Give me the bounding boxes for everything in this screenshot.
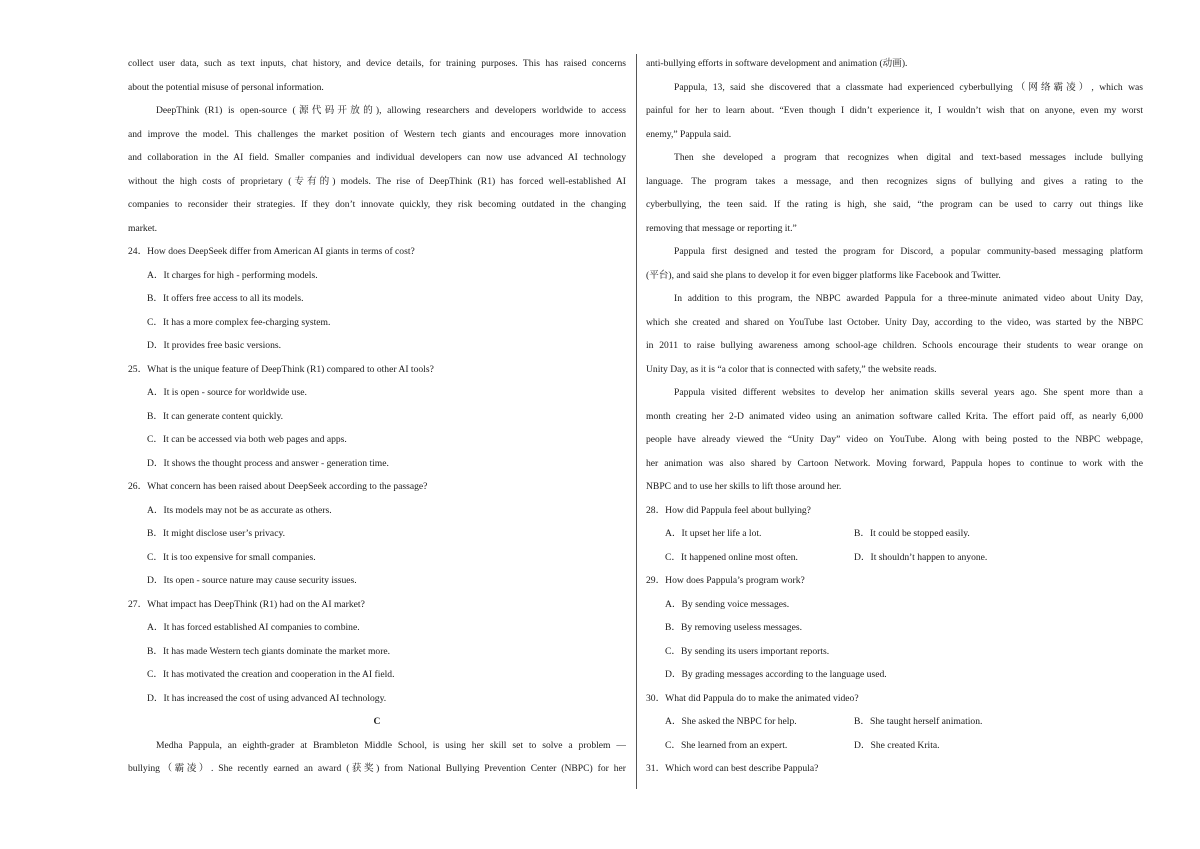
question-29-option-c: C．By sending its users important reports.	[665, 645, 830, 657]
paragraph-line: In addition to this program, the NBPC awarded Pappula for a three-minute animated video about Unity Day,	[674, 293, 1143, 304]
question-28-stem: 28．How did Pappula feel about bullying?	[646, 504, 811, 516]
right-column	[646, 52, 1143, 781]
question-24-option-d: D．It provides free basic versions.	[147, 340, 282, 351]
paragraph-line: month creating her 2-D animated video using an animation software called Krita. The effort paid off, as nearly 6,000	[646, 410, 1143, 422]
question-30-options-row-1	[646, 710, 1143, 734]
question-25-option-c: C．It can be accessed via both web pages and apps.	[147, 434, 347, 445]
question-27-option-a: A．It has forced established AI companies to combine.	[147, 622, 360, 633]
paragraph-line: without the high costs of proprietary (专有的) models. The rise of DeepThink (R1) has forced well-established AI	[128, 175, 626, 187]
left-column	[128, 52, 626, 781]
paragraph-line: removing that message or reporting it.”	[646, 222, 797, 234]
question-30-option-b: B．She taught herself animation.	[854, 716, 983, 727]
question-28-option-c: C．It happened online most often.	[665, 551, 798, 563]
paragraph-line: and collaboration in the AI field. Smaller companies and individual developers can now use advanced AI technology	[128, 152, 626, 163]
column-divider	[636, 54, 637, 789]
question-27-option-b: B．It has made Western tech giants dominate the market more.	[147, 645, 391, 657]
paragraph-line: Pappula visited different websites to develop her animation skills several years ago. She spent more than a	[674, 387, 1143, 398]
paragraph-line: Medha Pappula, an eighth-grader at Brambleton Middle School, is using her skill set to solve a problem —	[156, 739, 626, 751]
question-30-option-d: D．She created Krita.	[854, 739, 940, 751]
question-29-option-b: B．By removing useless messages.	[665, 622, 802, 633]
question-30-option-c: C．She learned from an expert.	[665, 739, 788, 751]
question-30-stem: 30．What did Pappula do to make the animated video?	[646, 692, 859, 704]
section-title: C	[373, 716, 381, 727]
question-27-option-c: C．It has motivated the creation and cooperation in the AI field.	[147, 669, 395, 680]
question-30-options-row-2	[646, 734, 1143, 758]
paragraph-line: NBPC and to use her skills to lift those around her.	[646, 481, 842, 492]
paragraph-line: Then she developed a program that recognizes when digital and text-based messages include bullying	[674, 152, 1143, 163]
question-28-option-a: A．It upset her life a lot.	[665, 528, 762, 539]
question-26-option-b: B．It might disclose user’s privacy.	[147, 528, 286, 539]
paragraph-line: painful for her to learn about. “Even though I didn’t experience it, I wouldn’t wish that on anyone, even my worst	[646, 105, 1143, 116]
question-30-option-a: A．She asked the NBPC for help.	[665, 716, 797, 727]
paragraph-line: anti-bullying efforts in software development and animation (动画).	[646, 58, 908, 69]
paragraph-line: and improve the model. This challenges the market position of Western tech giants and encourages more innovation	[128, 128, 626, 140]
question-24-option-a: A．It charges for high - performing models.	[147, 269, 318, 281]
question-24-stem: 24．How does DeepSeek differ from American AI giants in terms of cost?	[128, 246, 415, 257]
paragraph-line: her animation was also shared by Cartoon Network. Moving forward, Pappula hopes to continue to work with the	[646, 457, 1143, 469]
question-27-stem: 27．What impact has DeepThink (R1) had on the AI market?	[128, 598, 365, 610]
paragraph-line: language. The program takes a message, and then recognizes signs of bullying and gives a rating to the	[646, 175, 1143, 187]
question-29-option-d: D．By grading messages according to the language used.	[665, 669, 887, 680]
question-26-option-a: A．Its models may not be as accurate as others.	[147, 504, 332, 516]
question-24-option-c: C．It has a more complex fee-charging system.	[147, 316, 331, 328]
question-24-option-b: B．It offers free access to all its models.	[147, 293, 304, 304]
question-26-option-d: D．Its open - source nature may cause security issues.	[147, 575, 357, 586]
question-28-option-d: D．It shouldn’t happen to anyone.	[854, 551, 988, 563]
paragraph-line: about the potential misuse of personal information.	[128, 81, 324, 93]
question-29-stem: 29．How does Pappula’s program work?	[646, 575, 805, 586]
paragraph-line: (平台), and said she plans to develop it for even bigger platforms like Facebook and Twitter.	[646, 269, 1001, 281]
question-26-stem: 26．What concern has been raised about DeepSeek according to the passage?	[128, 481, 428, 492]
question-28-options-row-1	[646, 522, 1143, 546]
question-27-option-d: D．It has increased the cost of using advanced AI technology.	[147, 692, 387, 704]
paragraph-line: which she created and shared on YouTube last October. Unity Day, according to the video, was started by the NBPC	[646, 316, 1143, 328]
question-28-options-row-2	[646, 546, 1143, 570]
paragraph-line: collect user data, such as text inputs, chat history, and device details, for training purposes. This has raised concerns	[128, 58, 626, 69]
question-25-stem: 25．What is the unique feature of DeepThink (R1) compared to other AI tools?	[128, 363, 434, 375]
paragraph-line: Pappula, 13, said she discovered that a classmate had experienced cyberbullying（网络霸凌）, which was	[674, 81, 1143, 93]
paragraph-line: Pappula first designed and tested the program for Discord, a popular community-based messaging platform	[674, 246, 1143, 257]
question-29-option-a: A．By sending voice messages.	[665, 598, 790, 610]
paragraph-line: market.	[128, 222, 158, 234]
question-25-option-a: A．It is open - source for worldwide use.	[147, 387, 307, 398]
paragraph-line: companies to reconsider their strategies. If they don’t innovate quickly, they risk becoming outdated in the changing	[128, 199, 626, 210]
question-31-stem: 31．Which word can best describe Pappula?	[646, 763, 819, 774]
paragraph-line: Unity Day, as it is “a color that is connected with safety,” the website reads.	[646, 363, 937, 375]
paragraph-line: people have already viewed the “Unity Day” video on YouTube. Along with being posted to the NBPC webpage,	[646, 434, 1143, 445]
question-25-option-b: B．It can generate content quickly.	[147, 410, 284, 422]
question-25-option-d: D．It shows the thought process and answer - generation time.	[147, 457, 389, 469]
paragraph-line: DeepThink (R1) is open-source (源代码开放的), allowing researchers and developers worldwide to access	[156, 105, 626, 116]
paragraph-line: in 2011 to raise bullying awareness among school-age children. Schools encourage their students to wear orange on	[646, 340, 1143, 351]
question-28-option-b: B．It could be stopped easily.	[854, 528, 970, 539]
paragraph-line: enemy,” Pappula said.	[646, 128, 732, 140]
paragraph-line: bullying（霸凌）. She recently earned an award (获奖) from National Bullying Prevention Center (NBPC) for her	[128, 763, 626, 774]
question-26-option-c: C．It is too expensive for small companies.	[147, 551, 316, 563]
paragraph-line: cyberbullying, the teen said. If the rating is high, she said, “the program can be used to carry out things like	[646, 199, 1143, 210]
